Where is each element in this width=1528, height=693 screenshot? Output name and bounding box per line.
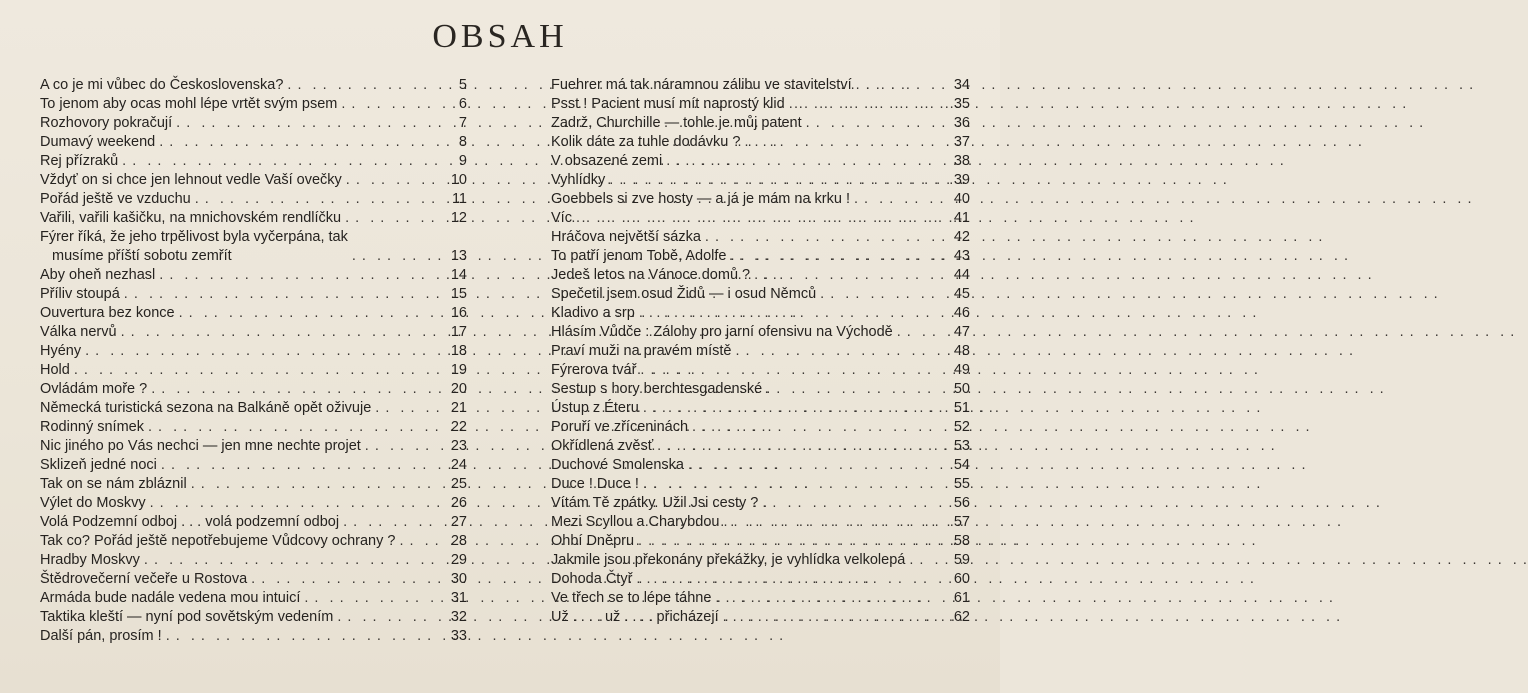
toc-entry [551,171,970,190]
toc-leader-dots [726,247,942,266]
toc-leader-dots [802,114,942,133]
toc-entry-title: Aby oheň nezhasl [40,267,156,283]
toc-entry-title: Rej přízraků [40,153,119,169]
toc-leader-dots [634,532,942,551]
toc-leader-dots [762,380,942,399]
toc-page-number: 18 [450,343,467,359]
toc-entry [40,323,467,342]
toc-entry [551,285,970,304]
toc-leader-dots [300,589,439,608]
toc-column-right [551,76,970,627]
toc-page-number: 51 [953,400,970,416]
toc-entry-title [40,228,348,266]
toc-page-number: 31 [450,590,467,606]
toc-page-number: 55 [953,476,970,492]
toc-entry-title: Praví muži na pravém místě [551,343,732,359]
toc-page-number: 42 [953,229,970,245]
toc-leader-dots [662,152,942,171]
toc-entry-title: Goebbels si zve hosty — a já je mám na krku ! [551,191,850,207]
toc-entry-title: Válka nervů [40,324,117,340]
toc-entry-title: Nic jiného po Vás nechci — jen mne nechte projet [40,438,361,454]
toc-entry-title: To patří jenom Tobě, Adolfe [551,248,727,264]
toc-entry-title: Armáda bude nadále vedena mou intuicí [40,590,301,606]
toc-entry-title: Spečetil jsem osud Židů — i osud Němců [551,286,817,302]
toc-leader-dots [719,608,942,627]
toc-entry-title: To jenom aby ocas mohl lépe vrtět svým psem [40,96,338,112]
toc-entry [40,361,467,380]
toc-page-number: 5 [458,77,467,93]
toc-entry-title: Tak on se nám zbláznil [40,476,187,492]
toc-entry [551,323,970,342]
toc-entry [40,304,467,323]
toc-entry-title: Kolik dáte za tuhle dodávku ? [551,134,741,150]
toc-entry-title: Kladivo a srp [551,305,635,321]
toc-entry [551,532,970,551]
toc-page-number: 14 [450,267,467,283]
toc-leader-dots [905,551,942,570]
toc-leader-dots [732,342,943,361]
toc-entry [40,285,467,304]
toc-leader-dots [636,361,942,380]
toc-page-number: 11 [451,191,467,207]
toc-entry [40,266,467,285]
toc-page-number: 34 [953,77,970,93]
toc-entry-title: Taktika kleští — nyní pod sovětským vedením [40,609,334,625]
toc-leader-dots [333,608,439,627]
toc-entry-title: Ouvertura bez konce [40,305,175,321]
toc-entry [40,76,467,95]
toc-entry [551,304,970,323]
toc-leader-dots [187,475,439,494]
toc-leader-dots [653,437,942,456]
toc-entry-title: Ohbí Dněpru [551,533,635,549]
toc-entry [40,114,467,133]
toc-entry-title: V obsazené zemi [551,153,663,169]
toc-entry-title: Hradby Moskvy [40,552,140,568]
toc-page-number: 50 [953,381,970,397]
toc-entry [551,342,970,361]
toc-entry [551,380,970,399]
toc-page-number: 60 [953,571,970,587]
toc-entry [551,95,970,114]
toc-entry-title-line2: musíme příští sobotu zemřít [52,248,232,264]
toc-entry-title: Dohoda Čtyř [551,571,633,587]
toc-entry [40,494,467,513]
toc-entry-title: Rozhovory pokračují [40,115,173,131]
toc-entry [551,570,970,589]
toc-leader-dots [339,513,439,532]
toc-page-number: 39 [953,172,970,188]
toc-page-number: 33 [450,628,467,644]
toc-leader-dots [852,76,942,95]
toc-leader-dots [750,266,942,285]
toc-entry-title: Rodinný snímek [40,419,144,435]
toc-page-number: 57 [953,514,970,530]
toc-entry [551,114,970,133]
toc-page-number: 54 [953,457,970,473]
toc-entry [40,133,467,152]
toc-entry-title: Hyény [40,343,82,359]
toc-entry [551,608,970,627]
toc-entry-title-line1: Fýrer říká, že jeho trpělivost byla vyčerpána, tak [40,229,348,245]
toc-leader-dots [361,437,439,456]
toc-leader-dots [850,190,942,209]
toc-page-number: 15 [450,286,467,302]
toc-entry [40,475,467,494]
toc-leader-dots [155,133,439,152]
toc-entry [551,209,970,228]
toc-page-number: 25 [450,476,467,492]
toc-page-number: 59 [953,552,970,568]
toc-entry-title: Zadrž, Churchille — tohle je můj patent [551,115,802,131]
toc-page-number: 29 [450,552,467,568]
toc-leader-dots [348,247,439,266]
toc-entry [551,247,970,266]
toc-page-number: 16 [450,305,467,321]
toc-entry [551,513,970,532]
toc-leader-dots [157,456,439,475]
toc-leader-dots [684,456,942,475]
toc-entry-title: A co je mi vůbec do Československa? [40,77,284,93]
toc-leader-dots [639,399,942,418]
toc-page-number: 20 [450,381,467,397]
toc-page-number: 36 [953,115,970,131]
toc-entry-title: Dumavý weekend [40,134,156,150]
toc-leader-dots [605,171,942,190]
toc-leader-dots [639,475,942,494]
toc-entry-title: Sestup s hory berchtesgadenské [551,381,763,397]
toc-page-number: 48 [953,343,970,359]
toc-entry-title: Psst ! Pacient musí mít naprostý klid [551,96,785,112]
toc-page-number: 35 [953,96,970,112]
toc-entry [40,532,467,551]
toc-entry [551,437,970,456]
toc-entry-title: Vítám Tě zpátky. Užil Jsi cesty ? [551,495,759,511]
toc-entry-title: Už . . . . už . . . . přicházejí [551,609,719,625]
toc-entry [551,228,970,247]
toc-entry [551,361,970,380]
toc-entry [551,133,970,152]
toc-leader-dots [146,494,439,513]
toc-leader-dots [144,418,439,437]
toc-entry [40,627,467,646]
toc-entry [551,456,970,475]
toc-entry-title: Duce ! Duce ! [551,476,639,492]
toc-entry [40,456,467,475]
toc-page-number: 47 [953,324,970,340]
toc-page-number: 40 [953,191,970,207]
toc-entry-title: Jakmile jsou překonány překážky, je vyhlídka velkolepá [551,552,906,568]
toc-page-number: 23 [450,438,467,454]
toc-page-number: 17 [450,324,467,340]
toc-leader-dots [155,266,439,285]
toc-entry [40,95,467,114]
toc-page-number: 38 [953,153,970,169]
toc-leader-dots [740,133,942,152]
toc-entry [40,190,467,209]
toc-page-number: 58 [953,533,970,549]
toc-page-number: 32 [450,609,467,625]
toc-leader-dots [816,285,942,304]
toc-leader-dots [140,551,439,570]
toc-leader-dots [147,380,439,399]
toc-entry-title: Okřídlená zvěsť [551,438,654,454]
toc-page-number: 30 [450,571,467,587]
toc-entry-title: Hráčova největší sázka [551,229,701,245]
toc-entry-title: Vyhlídky [551,172,606,188]
toc-leader-dots [632,570,942,589]
toc-leader-dots [118,152,439,171]
toc-entry-title: Víc [551,210,572,226]
toc-entry-title: Jedeš letos na Vánoce domů ? [551,267,751,283]
toc-leader-dots [247,570,439,589]
toc-entry [551,190,970,209]
toc-leader-dots [572,209,942,228]
toc-entry [40,437,467,456]
toc-leader-dots [395,532,439,551]
toc-entry-title: Vždyť on si chce jen lehnout vedle Vaší ovečky [40,172,342,188]
toc-entry [40,228,467,266]
toc-page-number: 62 [953,609,970,625]
toc-leader-dots [81,342,439,361]
toc-entry-title: Ovládám moře ? [40,381,148,397]
toc-leader-dots [283,76,439,95]
toc-entry [40,513,467,532]
toc-entry-title: Hlásím Vůdče : Zálohy pro jarní ofensivu na Východě [551,324,893,340]
toc-leader-dots [701,228,942,247]
toc-leader-dots [162,627,439,646]
toc-leader-dots [893,323,942,342]
toc-entry [40,608,467,627]
toc-entry-title: Volá Podzemní odboj . . . volá podzemní odboj [40,514,340,530]
toc-entry-title: Další pán, prosím ! [40,628,162,644]
toc-entry [551,475,970,494]
toc-leader-dots [341,209,439,228]
toc-leader-dots [337,95,439,114]
toc-leader-dots [785,95,942,114]
toc-entry-title: Vařili, vařili kašičku, na mnichovském rendlíčku [40,210,342,226]
toc-entry [551,152,970,171]
toc-leader-dots [635,304,942,323]
toc-page-number: 12 [450,210,467,226]
toc-leader-dots [371,399,439,418]
toc-page-number: 49 [953,362,970,378]
toc-leader-dots [191,190,439,209]
toc-entry-title: Fýrerova tvář [551,362,637,378]
toc-page-number: 10 [450,172,467,188]
toc-entry-title: Fuehrer má tak náramnou zálibu ve stavitelství [551,77,852,93]
toc-page-number: 41 [953,210,970,226]
toc-page-number: 28 [450,533,467,549]
toc-entry-title: Sklizeň jedné noci [40,457,157,473]
toc-page-number: 21 [450,400,467,416]
toc-entry [40,342,467,361]
toc-entry [40,380,467,399]
toc-entry [40,399,467,418]
toc-page-number: 13 [450,248,467,264]
toc-entry-title: Štědrovečerní večeře u Rostova [40,571,248,587]
toc-page-number: 9 [458,153,467,169]
toc-page-number: 24 [450,457,467,473]
toc-entry [551,418,970,437]
toc-leader-dots [70,361,439,380]
toc-page-number: 19 [450,362,467,378]
toc-page-number: 22 [450,419,467,435]
toc-entry [551,266,970,285]
toc-entry [551,76,970,95]
toc-leader-dots [758,494,942,513]
toc-entry-title: Německá turistická sezona na Balkáně opět oživuje [40,400,372,416]
toc-entry [40,551,467,570]
toc-leader-dots [688,418,942,437]
toc-leader-dots [117,323,439,342]
toc-entry [40,152,467,171]
toc-entry [40,570,467,589]
toc-page-number: 52 [953,419,970,435]
toc-leader-dots [175,304,439,323]
toc-page-number: 61 [953,590,970,606]
toc-page-number: 27 [450,514,467,530]
toc-entry [551,494,970,513]
toc-page-number: 37 [953,134,970,150]
toc-page-number: 53 [953,438,970,454]
toc-entry-title: Pořád ještě ve vzduchu [40,191,191,207]
toc-entry [40,589,467,608]
toc-entry [40,418,467,437]
toc-page-number: 45 [953,286,970,302]
toc-entry [551,589,970,608]
toc-page-number: 26 [450,495,467,511]
toc-entry-title: Příliv stoupá [40,286,120,302]
toc-entry [40,171,467,190]
toc-entry-title: Mezi Scyllou a Charybdou [551,514,720,530]
toc-entry [551,399,970,418]
page-title: OBSAH [432,18,568,55]
toc-page-number: 46 [953,305,970,321]
toc-entry-title: Duchové Smolenska [551,457,684,473]
toc-entry [551,551,970,570]
toc-page-number: 44 [953,267,970,283]
toc-page-number: 56 [953,495,970,511]
toc-leader-dots [711,589,942,608]
toc-page-number: 6 [458,96,467,112]
toc-entry-title: Ústup z Éteru [551,400,639,416]
toc-leader-dots [719,513,942,532]
toc-leader-dots [342,171,439,190]
toc-entry-title: Tak co? Pořád ještě nepotřebujeme Vůdcovy ochrany ? [40,533,396,549]
toc-page-number: 8 [458,134,467,150]
toc-entry [40,209,467,228]
toc-entry-title: Ve třech se to lépe táhne [551,590,712,606]
toc-page-number: 7 [458,115,467,131]
toc-leader-dots [172,114,439,133]
toc-leader-dots [120,285,439,304]
toc-page-number: 43 [953,248,970,264]
toc-column-left [40,76,467,646]
toc-entry-title: Výlet do Moskvy [40,495,146,511]
toc-entry-title: Poruří ve zříceninách [551,419,689,435]
toc-entry-title: Hold [40,362,70,378]
